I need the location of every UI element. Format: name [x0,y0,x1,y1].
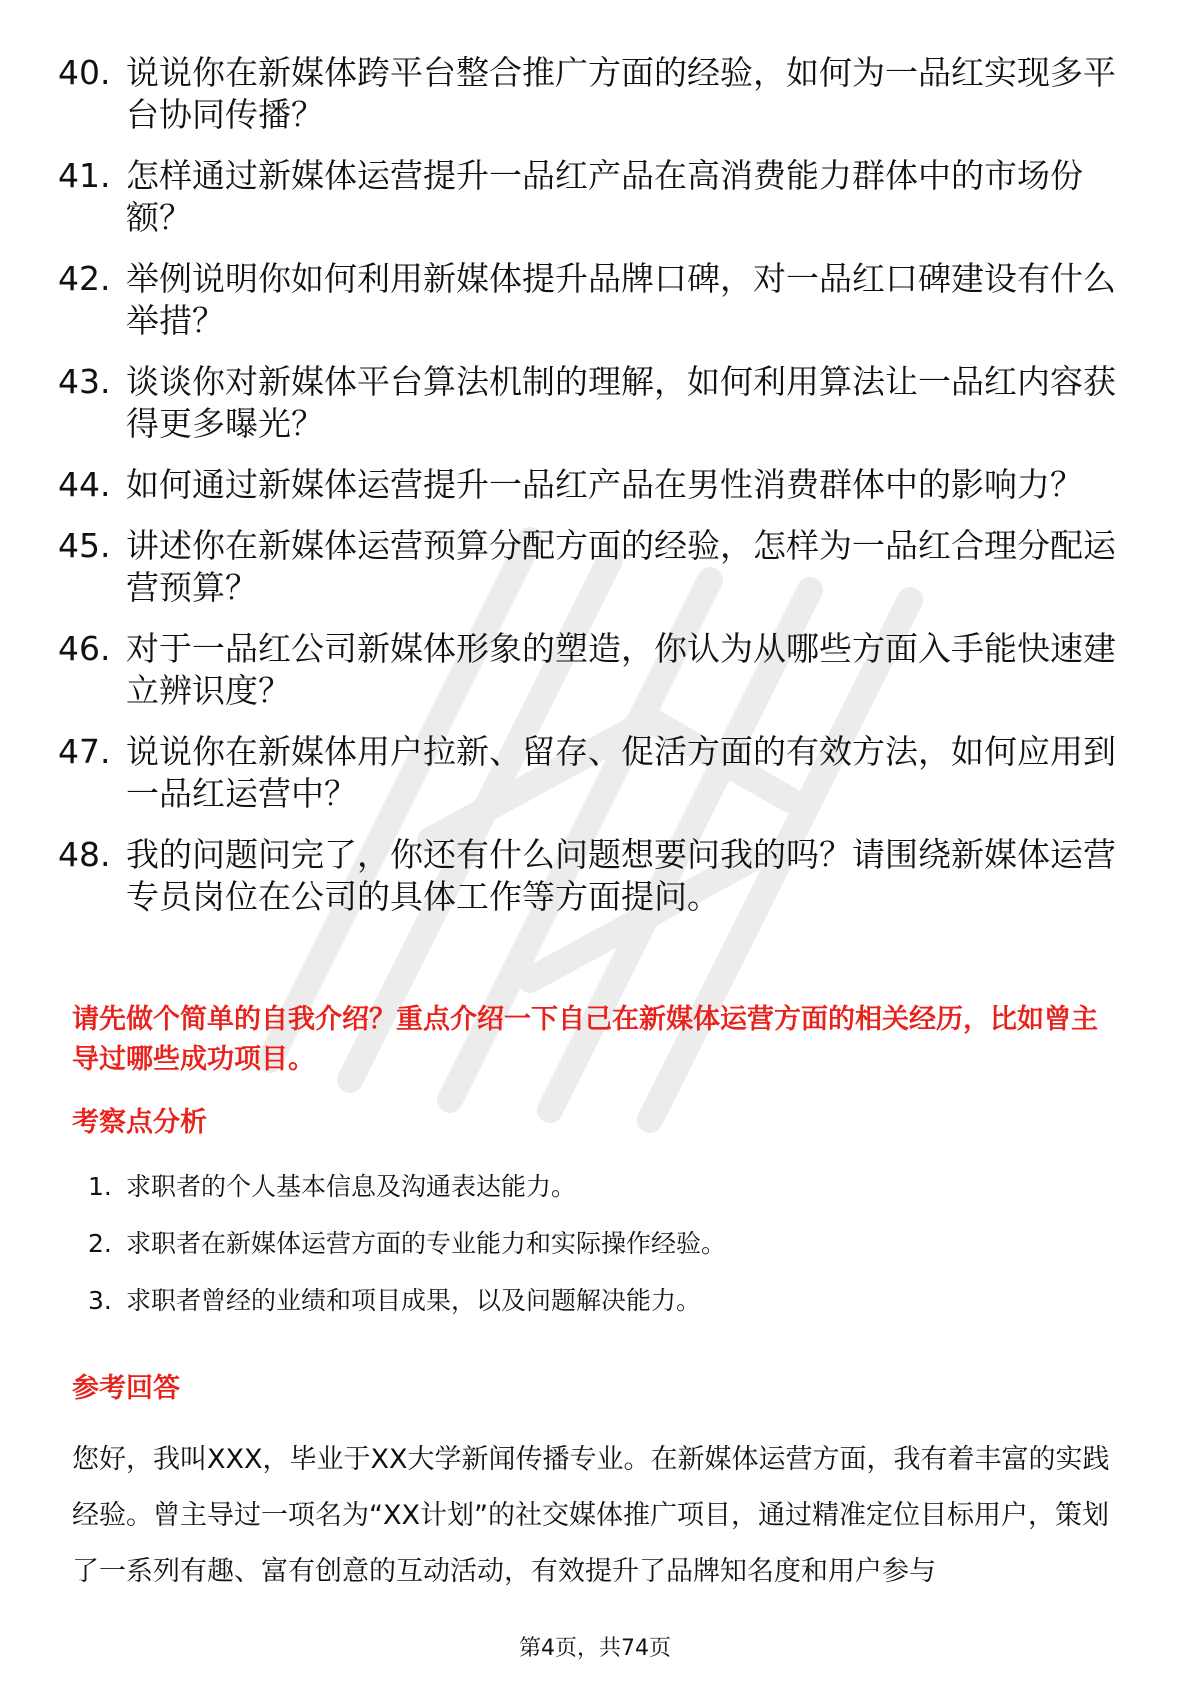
question-text: 我的问题问完了，你还有什么问题想要问我的吗？请围绕新媒体运营专员岗位在公司的具体工作等方面提问。 [126,835,1116,916]
analysis-point [88,1224,1088,1264]
question-text: 举例说明你如何利用新媒体提升品牌口碑，对一品红口碑建设有什么举措？ [126,259,1116,340]
question-item [58,52,1118,136]
question-item [58,464,1118,506]
analysis-points [88,1167,1088,1338]
point-number: 1. [88,1172,112,1201]
point-text: 求职者的个人基本信息及沟通表达能力。 [126,1172,577,1201]
question-number: 45. [58,526,111,565]
analysis-point [88,1167,1088,1207]
question-text: 说说你在新媒体用户拉新、留存、促活方面的有效方法，如何应用到一品红运营中？ [126,732,1116,813]
question-text: 如何通过新媒体运营提升一品红产品在男性消费群体中的影响力？ [126,465,1083,504]
question-text: 谈谈你对新媒体平台算法机制的理解，如何利用算法让一品红内容获得更多曝光？ [126,362,1116,443]
point-text: 求职者在新媒体运营方面的专业能力和实际操作经验。 [126,1229,727,1258]
point-text: 求职者曾经的业绩和项目成果，以及问题解决能力。 [126,1286,702,1315]
question-text: 讲述你在新媒体运营预算分配方面的经验，怎样为一品红合理分配运营预算？ [126,526,1116,607]
question-item [58,731,1118,815]
analysis-heading: 考察点分析 [72,1107,207,1138]
question-number: 44. [58,465,111,504]
featured-question: 请先做个简单的自我介绍？重点介绍一下自己在新媒体运营方面的相关经历，比如曾主导过哪些成功项目。 [72,1004,1098,1075]
question-list [58,52,1118,937]
answer-heading: 参考回答 [72,1373,180,1404]
question-number: 47. [58,732,111,771]
question-number: 40. [58,53,111,92]
question-item [58,155,1118,239]
question-number: 43. [58,362,111,401]
question-item [58,258,1118,342]
point-number: 3. [88,1286,112,1315]
question-number: 46. [58,629,111,668]
point-number: 2. [88,1229,112,1258]
question-text: 说说你在新媒体跨平台整合推广方面的经验，如何为一品红实现多平台协同传播？ [126,53,1116,134]
question-number: 48. [58,835,111,874]
question-item [58,628,1118,712]
question-number: 42. [58,259,111,298]
question-text: 对于一品红公司新媒体形象的塑造，你认为从哪些方面入手能快速建立辨识度？ [126,629,1116,710]
question-item [58,834,1118,918]
question-number: 41. [58,156,111,195]
question-item [58,525,1118,609]
question-text: 怎样通过新媒体运营提升一品红产品在高消费能力群体中的市场份额？ [126,156,1083,237]
analysis-point [88,1281,1088,1321]
answer-text: 您好，我叫XXX，毕业于XX大学新闻传播专业。在新媒体运营方面，我有着丰富的实践经验。曾主导过一项名为“XX计划”的社交媒体推广项目，通过精准定位目标用户，策划了一系列有趣、富有创意的互动活动，有效提升了品牌知名度和用户参与 [72,1444,1110,1587]
question-item [58,361,1118,445]
page-footer: 第4页，共74页 [519,1636,671,1661]
